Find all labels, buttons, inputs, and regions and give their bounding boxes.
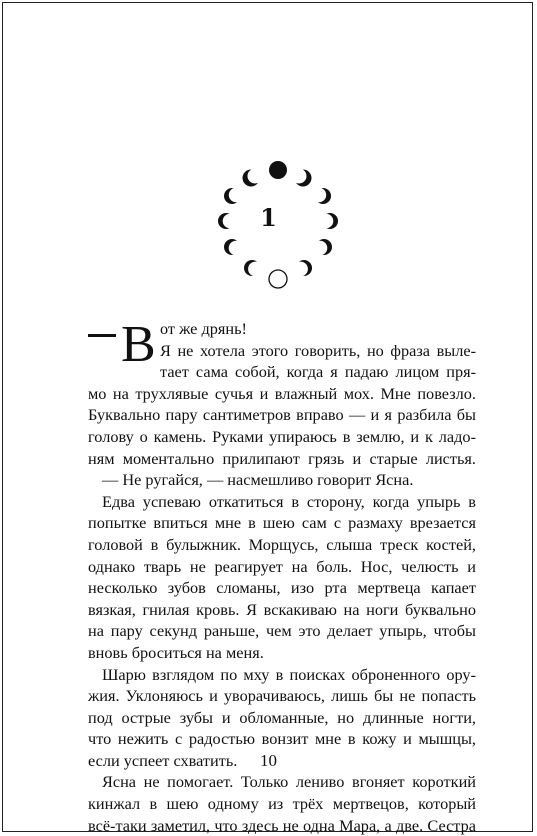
text-line: Я не хотела этого говорить, но фраза выле- <box>160 340 476 360</box>
text-line: Буквально пару сантиметров вправо — и я разбила бы <box>88 405 476 425</box>
chapter-number: 1 <box>260 203 277 232</box>
text-line: несколько зубов сломаны, изо рта мертвеца капает <box>88 578 476 598</box>
text-line: на пару секунд раньше, чем это делает упырь, чтобы <box>88 621 476 641</box>
dropcap-letter: В <box>121 316 156 373</box>
text-line: Едва успеваю откатиться в сторону, когда упырь в <box>102 491 476 511</box>
text-line: от же дрянь! <box>160 319 247 338</box>
thin-crescent-icon-right-5 <box>293 260 312 276</box>
full-moon-icon <box>269 270 287 288</box>
text-line: всё-таки заметил, что здесь не одна Мара, а две. Сестра <box>88 815 476 835</box>
page-number: 10 <box>260 751 277 770</box>
thin-crescent-icon-left-5 <box>244 260 263 276</box>
dropcap-dash <box>88 334 116 337</box>
text-line: тает сама собой, когда я падаю лицом пря- <box>160 362 476 382</box>
text-line: однако тварь не реагирует на боль. Нос, челюсть и <box>88 556 476 576</box>
text-line: кинжал в шею одному из трёх мертвецов, который <box>88 794 476 814</box>
text-line: — Не ругайся, — насмешливо говорит Ясна. <box>102 470 414 490</box>
text-line: попытке впиться мне в шею сам с размаху врезается <box>88 513 476 533</box>
new-moon-icon <box>269 161 287 179</box>
crescent-icon-right-4 <box>313 239 332 255</box>
moon-phase-ornament <box>0 0 537 320</box>
text-line: голову о камень. Руками упираюсь в землю, и к ладо- <box>88 426 476 446</box>
crescent-icon-left-4 <box>224 239 243 255</box>
waning-crescent-icon-right-1 <box>292 169 312 187</box>
text-line: Ясна не помогает. Только лениво вгоняет короткий <box>102 772 476 792</box>
crescent-icon-right-2 <box>312 188 331 204</box>
text-line: жия. Уклоняюсь и уворачиваюсь, лишь бы не попасть <box>88 686 476 706</box>
text-line: Шарю взглядом по мху в поисках оброненного ору- <box>102 664 476 684</box>
text-line: вязкая, гнилая кровь. Я вскакиваю на ноги буквально <box>88 599 476 619</box>
text-line: мо на трухлявые сучья и влажный мох. Мне повезло. <box>88 383 476 403</box>
text-line: под острые зубы и обломанные, но длинные ногти, <box>88 707 476 727</box>
text-line: вновь броситься на меня. <box>88 642 264 662</box>
text-line: головой в булыжник. Морщусь, слыша треск костей, <box>88 534 476 554</box>
text-line: что нежить с радостью вонзит мне в кожу и мышцы, <box>88 729 476 749</box>
crescent-icon-left-2 <box>224 188 243 204</box>
text-line: ням моментально прилипают грязь и старые листья. <box>88 448 476 468</box>
text-line: если успеет схватить. <box>88 750 238 770</box>
waxing-crescent-icon-left-1 <box>243 169 263 187</box>
